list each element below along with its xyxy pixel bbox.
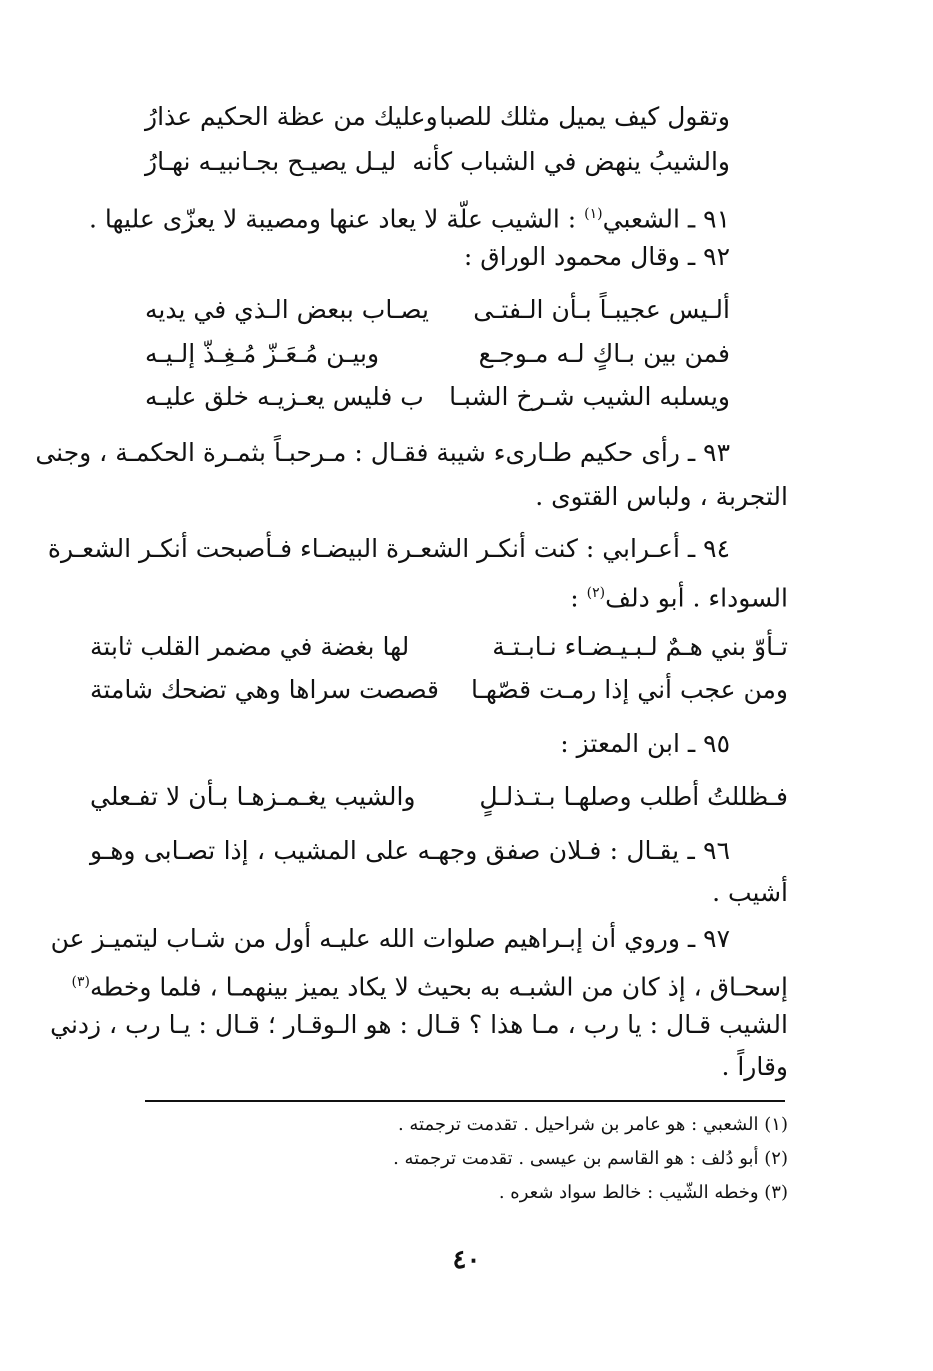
verse-8-hemistich-1: فـظللتُ أطلب وصلهـا بـتـذلـلٍ bbox=[479, 782, 788, 811]
verse-5-hemistich-1: ويسلبه الشيب شـرخ الشبـا bbox=[449, 382, 730, 411]
footnote-1: (١) الشعبي : هو عامر بن شراحيل . تقدمت ترجمته . bbox=[397, 1114, 788, 1135]
verse-2-hemistich-1: والشيبُ ينهض في الشباب كأنه bbox=[412, 147, 730, 176]
paragraph-97-line-1: ٩٧ ـ وروي أن إبـراهيم صلوات الله عليـه أول من شـاب ليتميـز عن bbox=[50, 924, 730, 953]
verse-1-hemistich-1: وتقول كيف يميل مثلك للصبا bbox=[439, 102, 730, 131]
verse-5-hemistich-2: ب فليس يعـزيـه خلق عليـه bbox=[145, 382, 424, 411]
paragraph-95: ٩٥ ـ ابن المعتز : bbox=[560, 729, 730, 758]
verse-3-hemistich-1: ألـيس عجيبـاً بـأن الـفتـى bbox=[473, 295, 730, 324]
footnote-ref-2: (٢) bbox=[586, 585, 606, 601]
footnote-ref-1: (١) bbox=[584, 206, 603, 222]
verse-6-hemistich-2: لها بغضة في مضمر القلب ثابتة bbox=[90, 632, 410, 661]
paragraph-97-line-2-text: إسحـاق ، إذ كان من الشبـه به بحيث لا يكاد يميز بينهمـا ، فلما وخطه bbox=[89, 972, 788, 1002]
verse-2-hemistich-2: ليـل يصيـح بجـانبيـه نهـارُ bbox=[145, 147, 397, 176]
paragraph-91-text: : الشيب علّة لا يعاد عنها ومصيبة لا يعزّى عليها . bbox=[89, 204, 577, 234]
footnote-separator bbox=[145, 1100, 785, 1102]
paragraph-91-lead: ٩١ ـ الشعبي bbox=[602, 204, 730, 234]
paragraph-93-line-2: التجربة ، ولباس القتوى . bbox=[535, 482, 788, 511]
footnote-ref-3: (٣) bbox=[71, 974, 90, 990]
verse-4-hemistich-1: فمن بين بـاكٍ لـه مـوجـع bbox=[478, 339, 730, 368]
paragraph-96-line-2: أشيب . bbox=[712, 878, 788, 907]
paragraph-96-line-1: ٩٦ ـ يقـال : فـلان صفق وجهـه على المشيب ، إذا تصـابى وهـو bbox=[90, 836, 730, 865]
verse-8-hemistich-2: والشيب يغـمـزهـا بـأن لا تفـعلي bbox=[90, 782, 416, 811]
paragraph-94-line-2-text: السوداء . أبو دلف bbox=[605, 583, 788, 613]
verse-4-hemistich-2: وبيـن مُـعَـزّ مُـغِـذّ إلـيـه bbox=[145, 339, 380, 368]
verse-6-hemistich-1: تـأوّ بني هـمٌ لـبـيـضـاء نـابـتـة bbox=[492, 632, 788, 661]
paragraph-97-line-4: وقاراً . bbox=[721, 1052, 788, 1081]
page-number: ٤٠ bbox=[452, 1245, 481, 1275]
verse-7-hemistich-1: ومن عجب أني إذا رمـت قصّهـا bbox=[470, 675, 788, 704]
paragraph-97-line-3: الشيب قـال : يا رب ، مـا هذا ؟ قـال : هو الـوقـار ؛ قـال : يـا رب ، زدني bbox=[50, 1010, 788, 1039]
paragraph-92: ٩٢ ـ وقال محمود الوراق : bbox=[463, 242, 730, 271]
paragraph-94-line-1: ٩٤ ـ أعـرابي : كنت أنكـر الشعـرة البيضـاء فـأصبحت أنكـر الشعـرة bbox=[47, 534, 730, 563]
paragraph-97-line-2 bbox=[71, 965, 788, 1004]
paragraph-94-line-2: السوداء . أبو دلف$^{(٢)}$ : bbox=[570, 583, 788, 613]
paragraph-93-line-1: ٩٣ ـ رأى حكيم طـارىء شيبة فقـال : مـرحبـاً بثمـرة الحكمـة ، وجنى bbox=[35, 438, 730, 467]
verse-3-hemistich-2: يصـاب ببعض الـذي في يديه bbox=[145, 295, 429, 324]
verse-1-hemistich-2: وعليك من عظة الحكيم عذارُ bbox=[145, 102, 438, 131]
paragraph-91 bbox=[89, 197, 730, 236]
footnote-3: (٣) وخطه الشّيب : خالط سواد شعره . bbox=[498, 1182, 788, 1203]
verse-7-hemistich-2: قصصت سراها وهي تضحك شامتة bbox=[90, 675, 439, 704]
footnote-2: (٢) أبو دُلف : هو القاسم بن عيسى . تقدمت ترجمته . bbox=[393, 1148, 788, 1169]
